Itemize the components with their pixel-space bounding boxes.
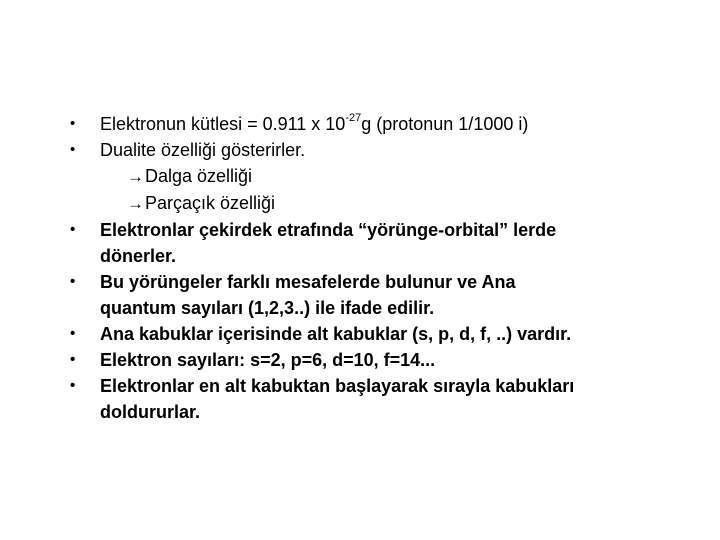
item-text: g (protonun 1/1000 i) xyxy=(361,114,529,134)
item-text: Elektron sayıları: s=2, p=6, d=10, f=14... xyxy=(100,350,436,370)
list-item xyxy=(68,217,708,269)
list-item xyxy=(68,111,708,137)
item-text: Ana kabuklar içerisinde alt kabuklar (s, p, d, f, ..) vardır. xyxy=(100,324,572,344)
item-text: Dualite özelliği gösterirler. xyxy=(100,140,306,160)
bullet-icon: • xyxy=(70,325,76,342)
list-item xyxy=(68,137,708,163)
bullet-icon: • xyxy=(70,141,76,158)
bullet-icon: • xyxy=(70,221,76,238)
item-line: Elektronlar çekirdek etrafında “yörünge-orbital” lerde xyxy=(100,220,557,240)
sub-item-text: Parçaçık özelliği xyxy=(145,193,276,213)
bullet-list xyxy=(68,111,708,425)
sub-item xyxy=(68,163,708,190)
bullet-icon: • xyxy=(70,115,76,132)
sub-item-text: Dalga özelliği xyxy=(145,166,253,186)
list-item xyxy=(68,347,708,373)
list-item xyxy=(68,321,708,347)
item-line: Bu yörüngeler farklı mesafelerde bulunur ve Ana xyxy=(100,272,516,292)
list-item xyxy=(68,373,708,425)
exponent: -27 xyxy=(345,112,362,124)
item-text: Elektronun kütlesi = 0.911 x 10 xyxy=(100,114,346,134)
arrow-icon: → xyxy=(127,194,144,213)
bullet-icon: • xyxy=(70,377,76,394)
item-line: dönerler. xyxy=(100,246,177,266)
bullet-icon: • xyxy=(70,351,76,368)
item-line: doldururlar. xyxy=(100,402,201,422)
arrow-icon: → xyxy=(127,167,144,186)
item-line: Elektronlar en alt kabuktan başlayarak sırayla kabukları xyxy=(100,376,575,396)
bullet-icon: • xyxy=(70,273,76,290)
list-item xyxy=(68,269,708,321)
sub-item xyxy=(68,190,708,217)
item-line: quantum sayıları (1,2,3..) ile ifade edilir. xyxy=(100,298,435,318)
